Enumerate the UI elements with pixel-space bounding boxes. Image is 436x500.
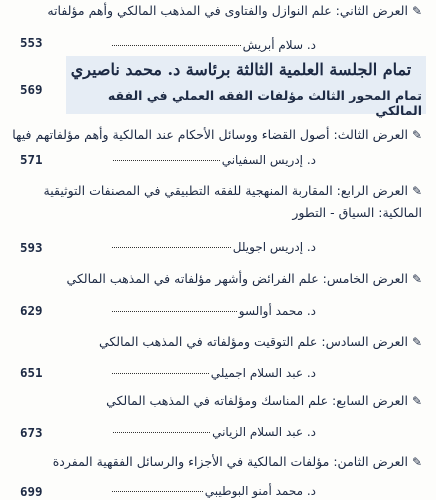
toc-entry-title: ✎العرض الرابع: المقاربة المنهجية للفقه التطبيقي في المصنفات التوثيقية المالكية: السياق - التطور <box>43 183 422 220</box>
toc-page-number: 571 <box>20 152 43 167</box>
leader-dots <box>112 247 231 248</box>
toc-entry-title: ✎العرض الثاني: علم النوازل والفتاوى في المذهب المالكي وأهم مؤلفاته <box>47 3 422 18</box>
toc-entry-author: د. عبد السلام الزياني <box>112 423 316 441</box>
toc-page-number: 629 <box>20 303 43 318</box>
leader-dots <box>112 160 220 161</box>
toc-page-number: 651 <box>20 365 43 380</box>
pen-icon: ✎ <box>411 184 422 198</box>
leader-dots <box>112 311 237 312</box>
pen-icon: ✎ <box>411 394 422 408</box>
toc-page-number: 553 <box>20 35 43 50</box>
toc-entry-author: د. إدريس اجويلل <box>112 238 316 256</box>
toc-entry-title: ✎العرض السادس: علم التوقيت ومؤلفاته في المذهب المالكي <box>98 334 422 349</box>
leader-dots <box>112 432 210 433</box>
pen-icon: ✎ <box>411 4 422 18</box>
toc-entry-title: ✎العرض الثامن: مؤلفات المالكية في الأجزاء والرسائل الفقهية المفردة <box>52 454 422 469</box>
pen-icon: ✎ <box>411 128 422 142</box>
toc-entry-author: د. محمد أمنو البوطيبي <box>112 482 316 500</box>
leader-dots <box>112 45 241 46</box>
toc-entry-author: د. محمد أوالسو <box>112 302 316 320</box>
toc-page-number: 699 <box>20 484 43 499</box>
session-page-number: 569 <box>20 82 43 97</box>
toc-page-number: 673 <box>20 425 43 440</box>
session-title: تمام الجلسة العلمية الثالثة برئاسة د. محمد ناصيري <box>70 60 412 79</box>
toc-entry-author: د. إدريس السفياني <box>112 151 316 169</box>
pen-icon: ✎ <box>411 272 422 286</box>
toc-entry-title: ✎العرض الخامس: علم الفرائض وأشهر مؤلفاته في المذهب المالكي <box>66 271 422 286</box>
leader-dots <box>112 373 209 374</box>
leader-dots <box>112 491 203 492</box>
toc-entry-author: د. سلام أبريش <box>112 36 316 54</box>
toc-entry-author: د. عبد السلام اجميلي <box>112 364 316 382</box>
pen-icon: ✎ <box>411 335 422 349</box>
toc-entry-title: ✎العرض السابع: علم المناسك ومؤلفاته في المذهب المالكي <box>106 393 422 408</box>
session-subtitle: تمام المحور الثالث مؤلفات الفقه العملي في الفقه المالكي <box>107 88 422 118</box>
toc-page-number: 593 <box>20 240 43 255</box>
toc-entry-title: ✎العرض الثالث: أصول القضاء ووسائل الأحكام عند المالكية وأهم مؤلفاتهم فيها <box>12 127 422 142</box>
pen-icon: ✎ <box>411 455 422 469</box>
